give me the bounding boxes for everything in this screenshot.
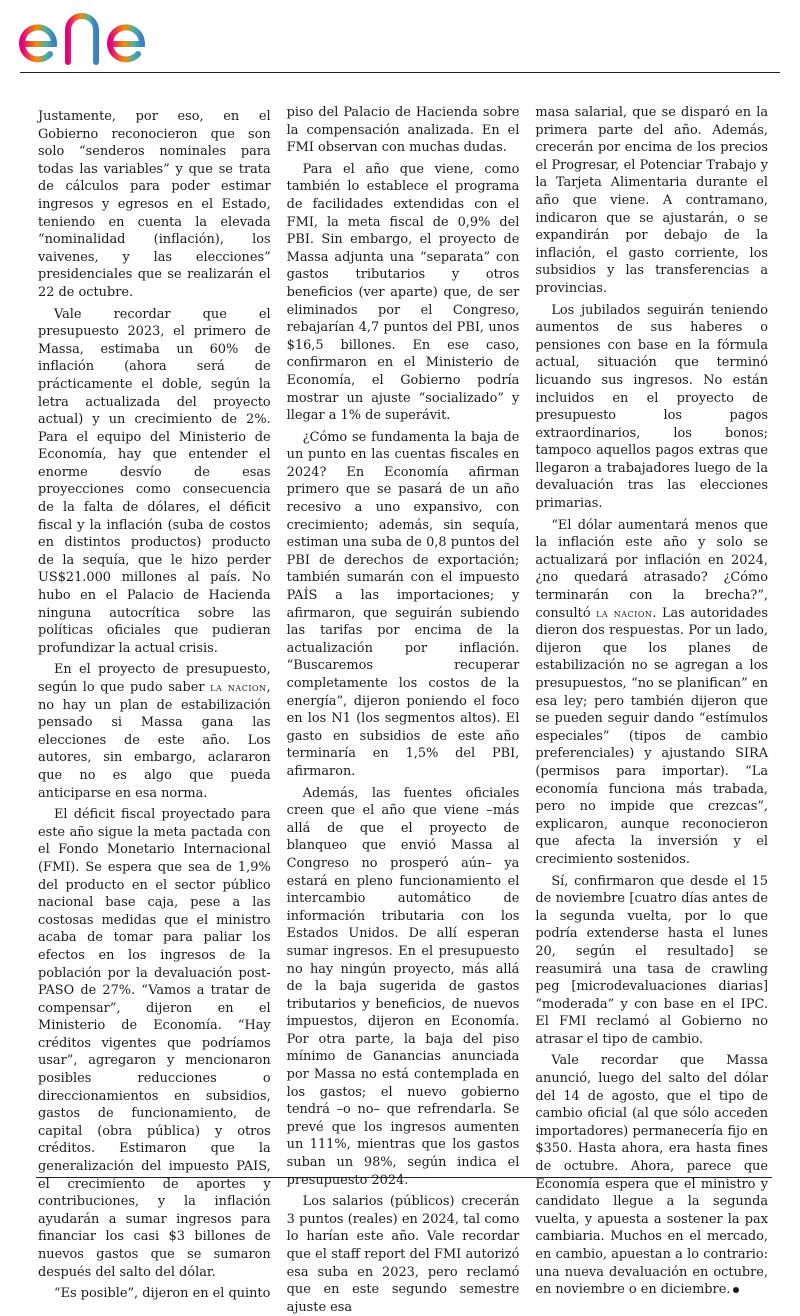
paragraph: ¿Cómo se fundamenta la baja de un punto en las cuentas fiscales en 2024? En Economía afirman primero que se pasará de un año recesivo a uno expansivo, con crecimiento; además, sin sequía, estiman una suba de 0,8 puntos del PBI de derechos de exportación; también sumarán con el impuesto PAÍS a las importaciones; y afirmaron, que seguirán subiendo las tarifas por encima de la actualización por inflación. “Buscaremos recuperar completamente los costos de la energía”, dijeron poniendo el foco en los N1 (los segmentos altos). El gasto en subsidios de este año terminaría en 1,5% del PBI, afirmaron. [286,429,520,779]
column-3 [535,104,769,1298]
end-mark-icon [733,1287,739,1293]
column-1 [38,108,271,1302]
paragraph: Además, las fuentes oficiales creen que el año que viene –más allá de que el proyecto de blanqueo que envió Massa al Congreso no prosperó aún– ya estará en pleno funcionamiento el intercambio automático de información tributaria con los Estados Unidos. De allí esperan sumar ingresos. En el presupuesto no hay ningún proyecto, más allá de la baja sugerida de gastos tributarios y beneficios, de nuevos impuestos, dijeron en Economía. Por otra parte, la baja del piso mínimo de Ganancias anunciada por Massa no está contemplada en los gastos; el nuevo gobierno tendrá –o no– que refrendarla. Se prevé que los ingresos aumenten un 111%, mientras que los gastos suban un 98%, según indica el presupuesto 2024. [286,785,520,1188]
paragraph: masa salarial, que se disparó en la primera parte del año. Además, crecerán por encima de los precios el Progresar, el Potenciar Trabajo y la Tarjeta Alimentaria durante el año que viene. A contramano, indicaron que se ajustarán, o se expandirán por debajo de la inflación, el gasto corriente, los subsidios y las transferencias a provincias. [535,105,769,296]
article-body [38,105,769,1315]
header-rule [20,72,780,73]
paragraph: Sí, confirmaron que desde el 15 de noviembre [cuatro días antes de la segunda vuelta, por lo que podría extenderse hasta el lunes 20, según el resultado] se reasumirá una tasa de crawling peg [microdevaluaciones diarias] “moderada” y con base en el IPC. El FMI reclamó al Gobierno no atrasar el tipo de cambio. [535,873,769,1047]
masthead [0,0,800,78]
paragraph: Vale recordar que el presupuesto 2023, el primero de Massa, estimaba un 60% de inflación (ahora será de prácticamente el doble, según la letra actualizada del proyecto actual) y un crecimiento de 2%. Para el equipo del Ministerio de Economía, hay que entender el enorme desvío de esas proyecciones como consecuencia de la falta de dólares, el déficit fiscal y la inflación (suba de costos en distintos productos) producto de la sequía, que le hizo perder US$21.000 millones al país. No hubo en el Palacio de Hacienda ninguna autocrítica sobre las políticas oficiales que pudieran profundizar la actual crisis. [38,306,271,656]
publication-name: la nacion [596,605,653,620]
paragraph: “Es posible”, dijeron en el quinto [54,1286,271,1302]
paragraph: Los salarios (públicos) crecerán 3 puntos (reales) en 2024, tal como lo harían este año. Vale recordar que el staff report del FMI autorizó esa suba en 2023, pero reclamó que en este segundo semestre ajuste esa [286,1194,520,1315]
column-2 [286,104,520,1315]
paragraph: piso del Palacio de Hacienda sobre la compensación analizada. En el FMI observan con muchas dudas. [286,105,520,156]
enel-logo [18,6,188,68]
paragraph: En el proyecto de presupuesto, según lo que pudo saber la nacion, no hay un plan de estabilización pensado si Massa gana las elecciones de este año. Los autores, sin embargo, aclararon que no es algo que pueda anticiparse en esa norma. [38,662,271,801]
publication-name: la nacion [210,680,267,694]
paragraph: “El dólar aumentará menos que la inflación este año y solo se actualizará por inflación en 2024, ¿no quedará atrasado? ¿Cómo terminarán con la brecha?”, consultó la nacion. Las autoridades dieron dos respuestas. Por un lado, dijeron que los planes de estabilización no se agregan a los presupuestos, “no se planifican” en esa ley; pero también dijeron que se pueden seguir dando “estímulos especiales” (tipos de cambio preferenciales) y ajustando SIRA (permisos para importar). “La economía funciona más trabada, pero no impide que crezcas”, explicaron, aunque reconocieron que afecta la inversión y el crecimiento sostenidos. [535,517,769,867]
footer-rule [36,1177,772,1178]
paragraph: El déficit fiscal proyectado para este año sigue la meta pactada con el Fondo Monetario Internacional (FMI). Se espera que sea de 1,9% del producto en el sector público nacional base caja, pese a las costosas medidas que el ministro acaba de tomar para paliar los efectos en los ingresos de la población por la devaluación post-PASO de 27%. “Vamos a tratar de compensar”, dijeron en el Ministerio de Economía. “Hay créditos vigentes que podríamos usar”, agregaron y mencionaron posibles reducciones o direccionamientos en subsidios, gastos de funcionamiento, de capital (obra pública) y otros créditos. Estimaron que la generalización del impuesto PAIS, el crecimiento de aportes y contribuciones, y la inflación ayudarán a sumar ingresos para financiar los casi $3 billones de nuevos gastos que se sumaron después del salto del dólar. [38,807,271,1280]
paragraph: Vale recordar que Massa anunció, luego del salto del dólar del 14 de agosto, que el tipo de cambio oficial (al que sólo acceden importadores) permanecería fijo en $350. Hasta ahora, era hasta fines de octubre. Ahora, parece que Economía espera que el ministro y candidato llegue a la segunda vuelta, y apuesta a sostener la pax cambiaria. Muchos en el mercado, en cambio, apuestan a lo contrario: una nueva devaluación en octubre, en noviembre o en diciembre. [535,1053,769,1298]
paragraph: Los jubilados seguirán teniendo aumentos de sus haberes o pensiones con base en la fórmula actual, situación que terminó licuando sus ingresos. No están incluidos en el proyecto de presupuesto los pagos extraordinarios, los bonos; tampoco aquellos pagos extras que llegaron a trabajadores luego de la devaluación tras las elecciones primarias. [535,302,769,512]
paragraph: Justamente, por eso, en el Gobierno reconocieron que son solo “senderos nominales para todas las variables” y que se trata de cálculos para poder estimar ingresos y egresos en el Estado, teniendo en cuenta la elevada “nominalidad (inflación), los vaivenes, y las elecciones” presidenciales que se realizarán el 22 de octubre. [38,109,271,300]
paragraph: Para el año que viene, como también lo establece el programa de facilidades extendidas con el FMI, la meta fiscal de 0,9% del PBI. Sin embargo, el proyecto de Massa adjunta una “separata” con gastos tributarios y otros beneficios (ver aparte) que, de ser eliminados por el Congreso, rebajarían 4,7 puntos del PBI, unos $16,5 billones. En ese caso, confirmaron en el Ministerio de Economía, el Gobierno podría mostrar un ajuste “socializado” y llegar a 1% de superávit. [286,161,520,424]
